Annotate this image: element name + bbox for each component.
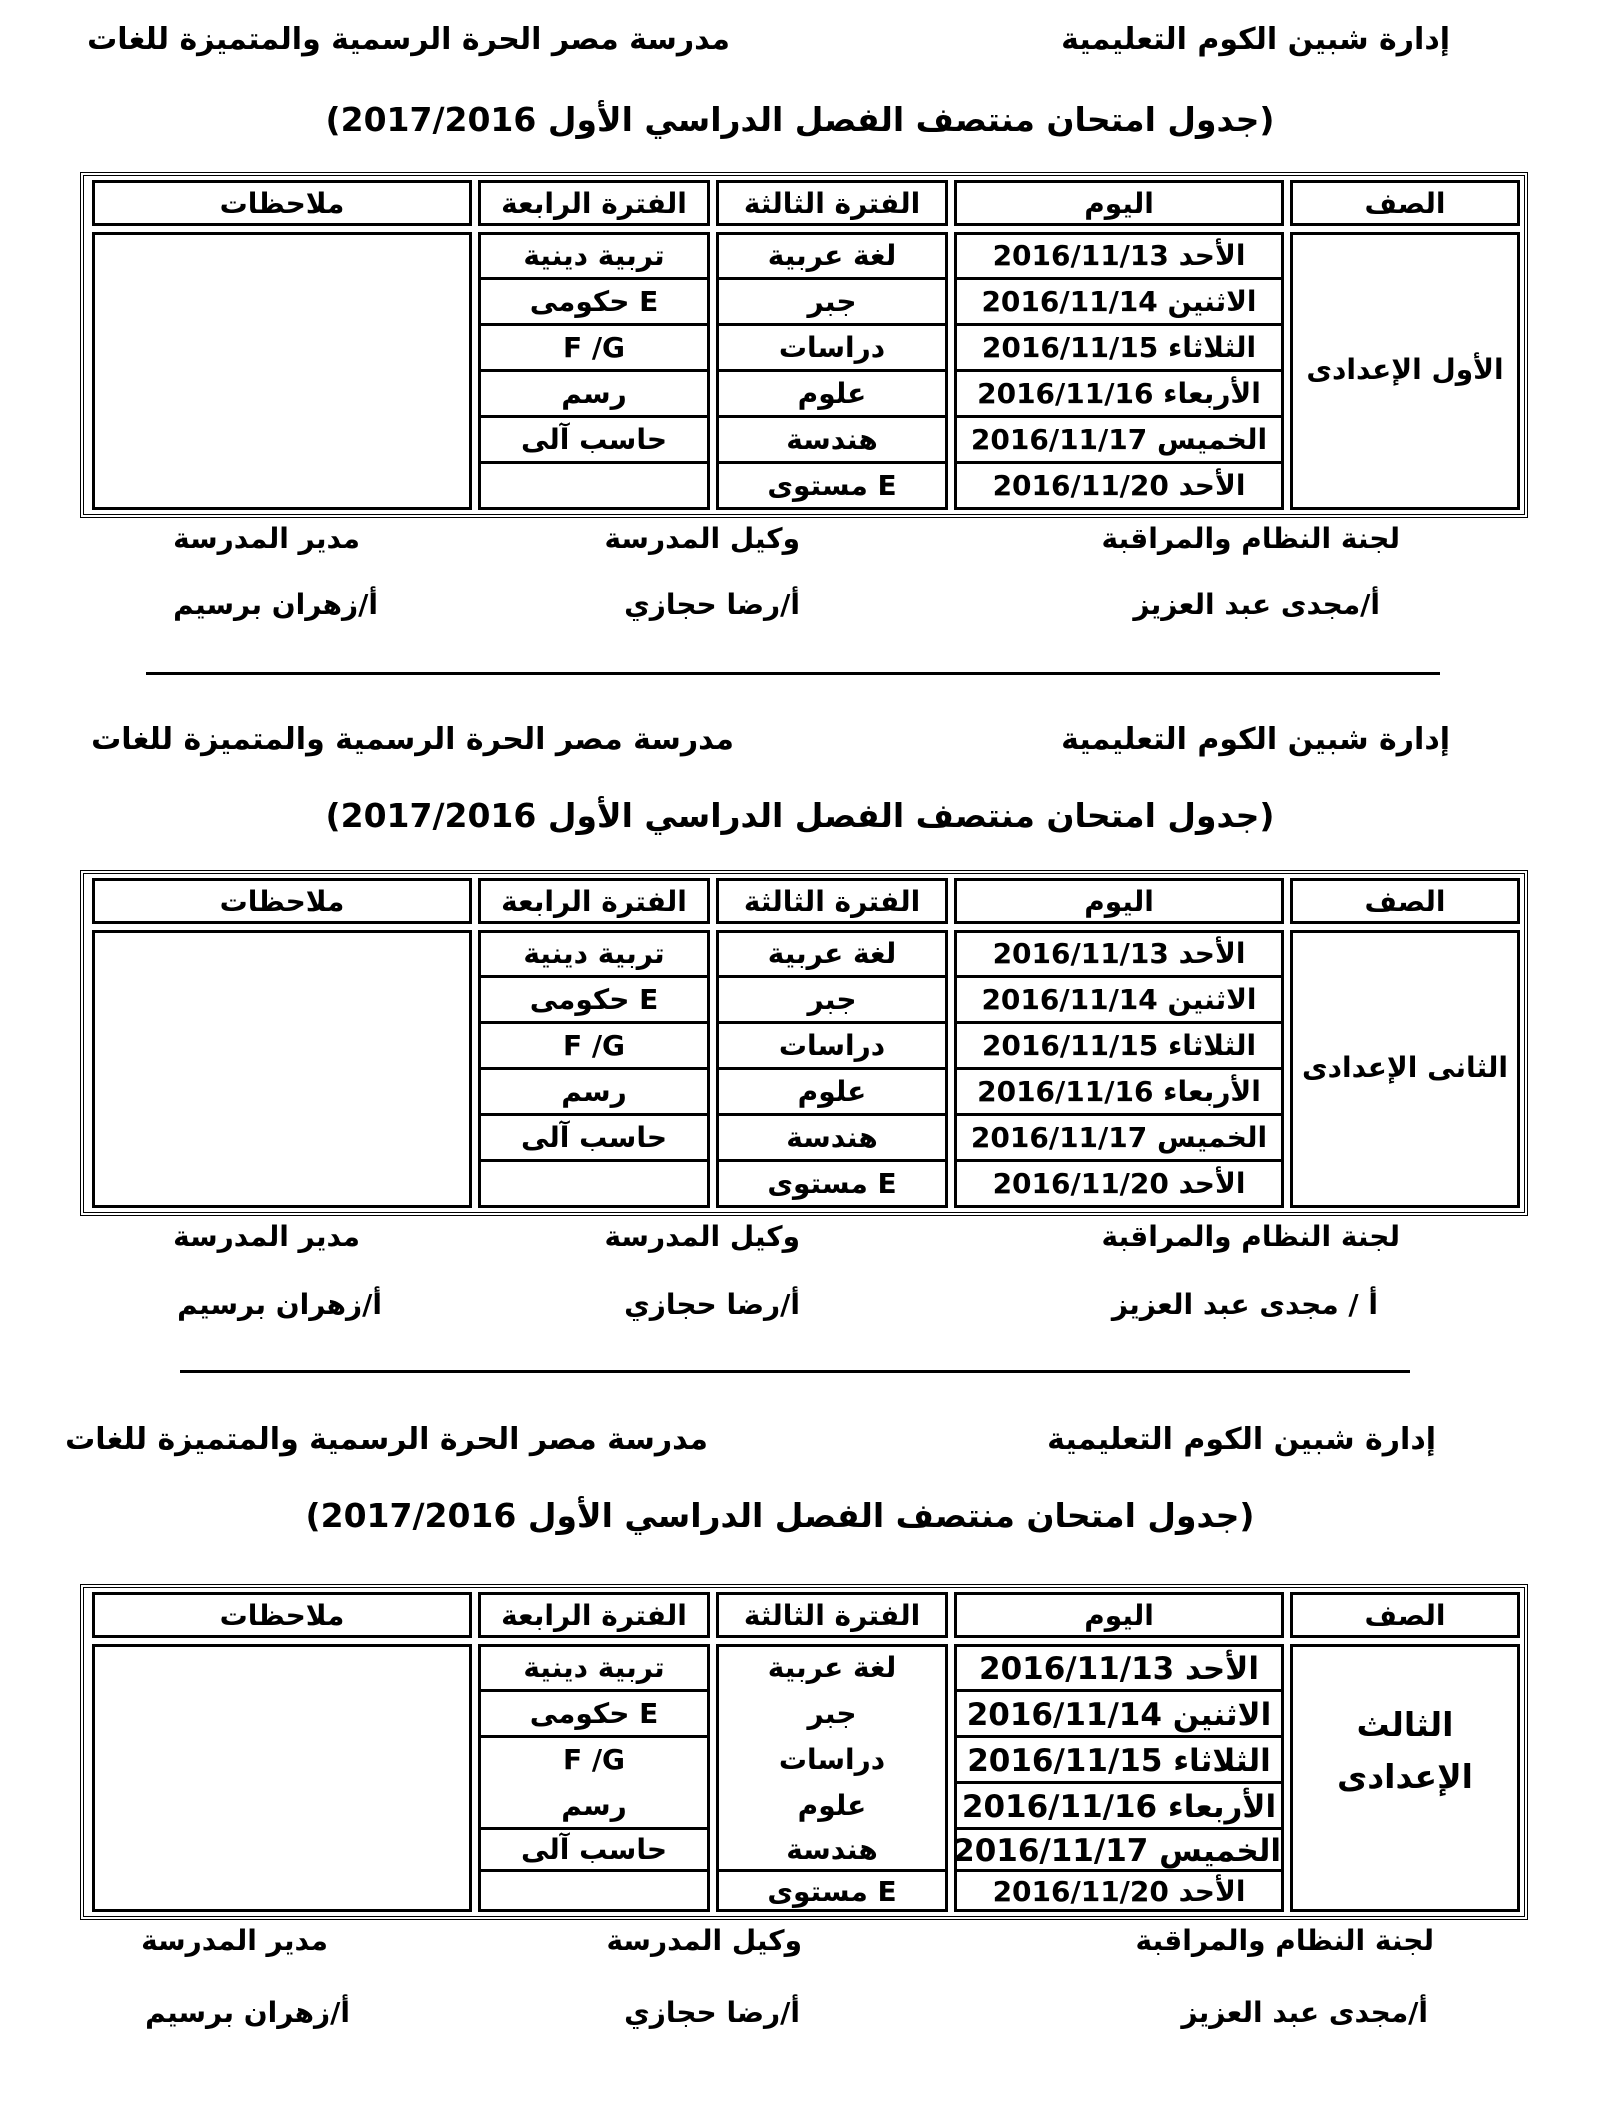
header-cell-notes: ملاحظات bbox=[92, 180, 472, 226]
exam-schedule-table bbox=[80, 172, 1528, 518]
principal-name: أ/زهران برسيم bbox=[177, 1288, 382, 1321]
exam-schedule-table bbox=[80, 1584, 1528, 1920]
period4-row-4: رسم bbox=[561, 1789, 627, 1822]
period4-row-4: رسم bbox=[561, 1075, 627, 1108]
day-row-1: الأحد 2016/11/13 bbox=[979, 1651, 1259, 1687]
header-cell-day: اليوم bbox=[954, 1592, 1284, 1638]
day-row-1: الأحد 2016/11/13 bbox=[992, 239, 1246, 272]
day-row-2: الاثنين 2016/11/14 bbox=[981, 983, 1257, 1016]
principal-title: مدير المدرسة bbox=[141, 1924, 328, 1957]
day-row-4: الأربعاء 2016/11/16 bbox=[961, 1789, 1277, 1825]
header-cell-period4: الفترة الرابعة bbox=[478, 180, 710, 226]
period3-row-1: لغة عربية bbox=[767, 937, 897, 970]
period3-row-6: E مستوى bbox=[767, 469, 897, 502]
period3-row-5: هندسة bbox=[786, 423, 878, 456]
period4-row-2: E حكومى bbox=[529, 1697, 659, 1730]
header-cell-grade: الصف bbox=[1290, 878, 1520, 924]
period3-row-1: لغة عربية bbox=[767, 1651, 897, 1684]
period3-row-4: علوم bbox=[797, 377, 867, 410]
header-cell-notes: ملاحظات bbox=[92, 878, 472, 924]
day-row-2: الاثنين 2016/11/14 bbox=[981, 285, 1257, 318]
day-row-4: الأربعاء 2016/11/16 bbox=[977, 377, 1261, 410]
notes-cell bbox=[92, 232, 472, 510]
administration-name: إدارة شبين الكوم التعليمية bbox=[1047, 1422, 1436, 1457]
deputy-title: وكيل المدرسة bbox=[606, 1924, 802, 1957]
period3-row-6: E مستوى bbox=[767, 1167, 897, 1200]
period3-row-5: هندسة bbox=[786, 1121, 878, 1154]
period3-row-1: لغة عربية bbox=[767, 239, 897, 272]
school-name: مدرسة مصر الحرة الرسمية والمتميزة للغات bbox=[91, 722, 734, 757]
period4-row-5: حاسب آلى bbox=[520, 423, 668, 456]
period4-row-5: حاسب آلى bbox=[520, 1833, 668, 1866]
header-cell-grade: الصف bbox=[1290, 1592, 1520, 1638]
day-row-3: الثلاثاء 2016/11/15 bbox=[981, 1029, 1257, 1062]
header-cell-notes: ملاحظات bbox=[92, 1592, 472, 1638]
committee-name: أ/مجدى عبد العزيز bbox=[1133, 588, 1380, 621]
administration-name: إدارة شبين الكوم التعليمية bbox=[1061, 22, 1450, 57]
committee-title: لجنة النظام والمراقبة bbox=[1101, 522, 1400, 555]
day-row-1: الأحد 2016/11/13 bbox=[992, 937, 1246, 970]
header-cell-grade: الصف bbox=[1290, 180, 1520, 226]
day-row-5: الخميس 2016/11/17 bbox=[970, 1121, 1268, 1154]
schedule-title: (جدول امتحان منتصف الفصل الدراسي الأول 2017/2016) bbox=[325, 796, 1275, 835]
principal-title: مدير المدرسة bbox=[173, 522, 360, 555]
grade-cell: الثانى الإعدادى bbox=[1290, 930, 1520, 1208]
period3-row-2: جبر bbox=[807, 983, 857, 1016]
period3-row-3: دراسات bbox=[778, 1743, 886, 1776]
period4-row-3: F /G bbox=[562, 1743, 626, 1776]
header-cell-period3: الفترة الثالثة bbox=[716, 878, 948, 924]
header-cell-period3: الفترة الثالثة bbox=[716, 180, 948, 226]
days-cell bbox=[954, 1644, 1284, 1912]
period3-cell bbox=[716, 1644, 948, 1912]
committee-name: أ/مجدى عبد العزيز bbox=[1181, 1996, 1428, 2029]
period3-row-4: علوم bbox=[797, 1789, 867, 1822]
day-row-5: الخميس 2016/11/17 bbox=[953, 1833, 1281, 1869]
day-row-3: الثلاثاء 2016/11/15 bbox=[981, 331, 1257, 364]
school-name: مدرسة مصر الحرة الرسمية والمتميزة للغات bbox=[65, 1422, 708, 1457]
period3-row-5: هندسة bbox=[786, 1833, 878, 1866]
header-cell-period3: الفترة الثالثة bbox=[716, 1592, 948, 1638]
period4-cell bbox=[478, 930, 710, 1208]
period3-row-4: علوم bbox=[797, 1075, 867, 1108]
notes-cell bbox=[92, 930, 472, 1208]
period4-row-3: F /G bbox=[562, 1029, 626, 1062]
period3-row-2: جبر bbox=[807, 1697, 857, 1730]
header-cell-period4: الفترة الرابعة bbox=[478, 1592, 710, 1638]
grade-cell: الثالث الإعدادى bbox=[1290, 1644, 1520, 1912]
period4-row-3: F /G bbox=[562, 331, 626, 364]
schedule-title: (جدول امتحان منتصف الفصل الدراسي الأول 2017/2016) bbox=[325, 100, 1275, 139]
period4-cell bbox=[478, 232, 710, 510]
day-row-5: الخميس 2016/11/17 bbox=[970, 423, 1268, 456]
deputy-title: وكيل المدرسة bbox=[604, 522, 800, 555]
period4-cell bbox=[478, 1644, 710, 1912]
separator-line bbox=[180, 1370, 1410, 1373]
deputy-title: وكيل المدرسة bbox=[604, 1220, 800, 1253]
committee-title: لجنة النظام والمراقبة bbox=[1135, 1924, 1434, 1957]
deputy-name: أ/رضا حجازي bbox=[624, 1288, 800, 1321]
header-cell-period4: الفترة الرابعة bbox=[478, 878, 710, 924]
day-row-4: الأربعاء 2016/11/16 bbox=[977, 1075, 1261, 1108]
administration-name: إدارة شبين الكوم التعليمية bbox=[1061, 722, 1450, 757]
header-cell-day: اليوم bbox=[954, 878, 1284, 924]
school-name: مدرسة مصر الحرة الرسمية والمتميزة للغات bbox=[87, 22, 730, 57]
period3-row-2: جبر bbox=[807, 285, 857, 318]
schedule-title: (جدول امتحان منتصف الفصل الدراسي الأول 2017/2016) bbox=[305, 1496, 1255, 1535]
day-row-6: الأحد 2016/11/20 bbox=[992, 1167, 1246, 1200]
committee-name: أ / مجدى عبد العزيز bbox=[1111, 1288, 1378, 1321]
principal-title: مدير المدرسة bbox=[173, 1220, 360, 1253]
deputy-name: أ/رضا حجازي bbox=[624, 1996, 800, 2029]
principal-name: أ/زهران برسيم bbox=[145, 1996, 350, 2029]
notes-cell bbox=[92, 1644, 472, 1912]
period4-row-2: E حكومى bbox=[529, 983, 659, 1016]
exam-schedule-table bbox=[80, 870, 1528, 1216]
period4-row-1: تربية دينية bbox=[523, 1651, 665, 1684]
grade-cell: الأول الإعدادى bbox=[1290, 232, 1520, 510]
period4-row-5: حاسب آلى bbox=[520, 1121, 668, 1154]
period3-row-6: E مستوى bbox=[767, 1875, 897, 1908]
committee-title: لجنة النظام والمراقبة bbox=[1101, 1220, 1400, 1253]
separator-line bbox=[146, 672, 1440, 675]
period3-row-3: دراسات bbox=[778, 331, 886, 364]
period4-row-4: رسم bbox=[561, 377, 627, 410]
period4-row-1: تربية دينية bbox=[523, 239, 665, 272]
period3-cell bbox=[716, 930, 948, 1208]
day-row-6: الأحد 2016/11/20 bbox=[992, 469, 1246, 502]
day-row-2: الاثنين 2016/11/14 bbox=[966, 1697, 1272, 1733]
principal-name: أ/زهران برسيم bbox=[173, 588, 378, 621]
days-cell bbox=[954, 232, 1284, 510]
day-row-6: الأحد 2016/11/20 bbox=[992, 1875, 1246, 1908]
day-row-3: الثلاثاء 2016/11/15 bbox=[967, 1743, 1271, 1779]
days-cell bbox=[954, 930, 1284, 1208]
deputy-name: أ/رضا حجازي bbox=[624, 588, 800, 621]
period3-row-3: دراسات bbox=[778, 1029, 886, 1062]
header-cell-day: اليوم bbox=[954, 180, 1284, 226]
period3-cell bbox=[716, 232, 948, 510]
period4-row-1: تربية دينية bbox=[523, 937, 665, 970]
period4-row-2: E حكومى bbox=[529, 285, 659, 318]
